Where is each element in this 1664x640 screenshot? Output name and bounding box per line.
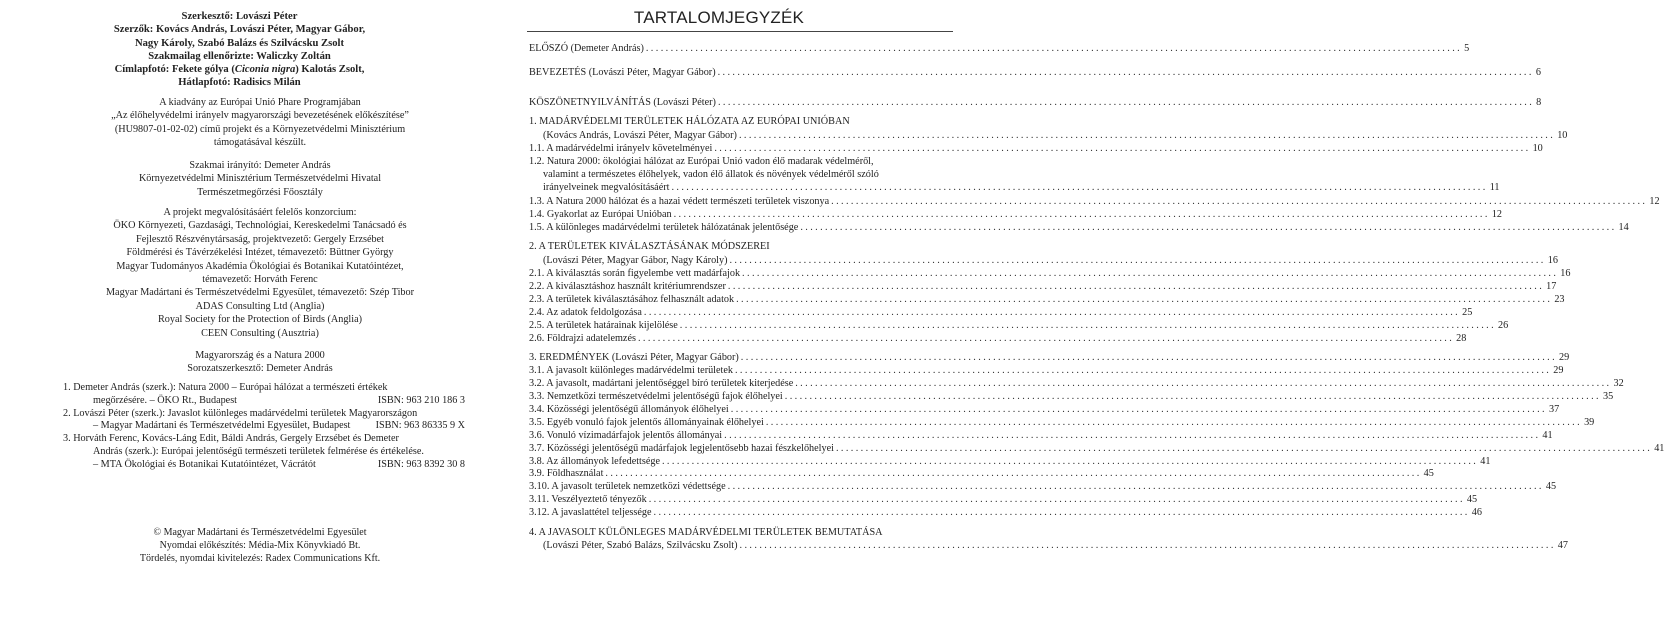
toc-entry-title: 3.12. A javaslattétel teljessége — [529, 507, 652, 518]
dot-leader — [740, 539, 1556, 552]
credit-reviewer: Szakmailag ellenőrizte: Waliczky Zoltán — [148, 50, 331, 62]
imprint-line: Nyomdai előkészítés: Média-Mix Könyvkiadó Bt. — [159, 539, 361, 551]
toc-entry-title: 3.10. A javasolt területek nemzetközi védettsége — [529, 481, 726, 492]
consortium-line: A projekt megvalósításáért felelős konzorcium: — [163, 207, 357, 218]
toc-entry[interactable] — [529, 142, 1543, 155]
toc-entry[interactable] — [529, 480, 1557, 493]
toc-entry-title: ELŐSZÓ (Demeter András) — [529, 43, 644, 54]
dot-leader — [742, 267, 1558, 280]
toc-entry[interactable] — [529, 403, 1560, 416]
toc-title: TARTALOMJEGYZÉK — [633, 8, 805, 27]
dot-leader — [654, 506, 1470, 519]
dot-leader — [766, 416, 1582, 429]
toc-entry-title: 3.7. Közösségi jelentőségű madárfajok legjelentősebb hazai fészkelőhelyei — [529, 443, 834, 454]
toc-entry[interactable] — [529, 293, 1565, 306]
toc-entry-title: 1.4. Gyakorlat az Európai Unióban — [529, 209, 672, 220]
consortium-line: Fejlesztő Részvénytársaság, projektvezető: Gergely Erzsébet — [136, 233, 384, 245]
isbn: ISBN: 963 8392 30 8 — [377, 458, 465, 470]
toc-page-number: 12 — [1491, 209, 1503, 220]
toc-entry[interactable] — [529, 129, 1568, 142]
series-line: – MTA Ökológiai és Botanikai Kutatóintézet, Vácrátót ISBN: 963 8392 30 8 — [93, 458, 465, 470]
toc-page-number: 8 — [1536, 97, 1542, 108]
toc-entry-title: 3.11. Veszélyeztető tényezők — [529, 494, 647, 505]
toc-entry-title: 3.2. A javasolt, madártani jelentőséggel bíró területek kiterjedése — [529, 378, 794, 389]
dot-leader — [800, 221, 1616, 234]
toc-page-number: 5 — [1464, 43, 1470, 54]
toc-page-number: 37 — [1548, 404, 1560, 415]
toc-entry[interactable] — [529, 416, 1595, 429]
dot-leader — [735, 364, 1551, 377]
dot-leader — [671, 181, 1487, 194]
dot-leader — [729, 254, 1545, 267]
funding-line: (HU9807-01-02-02) című projekt és a Környezetvédelmi Minisztérium — [114, 123, 406, 135]
toc-entry-title: 1.3. A Natura 2000 hálózat és a hazai védett természeti területek viszonya — [529, 196, 830, 207]
credits-block — [0, 10, 479, 90]
dot-leader — [680, 319, 1496, 332]
toc-entry[interactable] — [529, 240, 949, 253]
consortium-line: Földmérési és Távérzékelési Intézet, témavezető: Büttner György — [126, 247, 394, 259]
toc-entry[interactable] — [529, 429, 1553, 442]
toc-page-number: 25 — [1462, 307, 1473, 318]
dot-leader — [739, 129, 1555, 142]
toc-page-number: 28 — [1456, 333, 1467, 344]
toc-page-number: 47 — [1557, 540, 1568, 551]
toc-entry-title: 3.9. Földhasználat — [529, 468, 604, 479]
toc-page-number: 45 — [1466, 494, 1478, 505]
toc-entry-title: 2.1. A kiválasztás során figyelembe vett madárfajok — [529, 268, 741, 279]
dot-leader — [741, 351, 1557, 364]
toc-page-number: 41 — [1654, 443, 1664, 454]
imprint-block — [60, 527, 460, 565]
dot-leader — [714, 142, 1530, 155]
consortium-line: ÖKO Környezeti, Gazdasági, Technológiai, Kereskedelmi Tanácsadó és — [113, 220, 407, 232]
toc-entry-title: 1. MADÁRVÉDELMI TERÜLETEK HÁLÓZATA AZ EURÓPAI UNIÓBAN — [529, 116, 850, 127]
toc-entry[interactable] — [529, 493, 1478, 506]
toc-entry-title: valamint a természetes élőhelyek, vadon élő állatok és növények védelméről szóló — [543, 169, 879, 180]
toc-page-number: 29 — [1553, 365, 1564, 376]
toc-entry[interactable] — [529, 442, 1664, 455]
funding-line: „Az élőhelyvédelmi irányelv magyarországi bevezetésének előkészítése” — [111, 110, 409, 122]
toc-entry-title: 1.5. A különleges madárvédelmi területek hálózatának jelentősége — [529, 222, 799, 233]
toc-entry[interactable] — [529, 115, 949, 128]
toc-entry[interactable] — [529, 208, 1503, 221]
toc-entry[interactable] — [529, 280, 1557, 293]
toc-entry[interactable] — [529, 306, 1473, 319]
toc-entry[interactable] — [529, 364, 1564, 377]
toc-entry-title: KÖSZÖNETNYILVÁNÍTÁS (Lovászi Péter) — [529, 97, 716, 108]
consortium-line: Royal Society for the Protection of Birds (Anglia) — [158, 314, 362, 326]
isbn: ISBN: 963 210 186 3 — [377, 394, 465, 406]
dot-leader — [638, 332, 1454, 345]
toc-entry-title: 1.1. A madárvédelmi irányelv követelményei — [529, 143, 713, 154]
toc-entry-title: 2.2. A kiválasztáshoz használt kritériumrendszer — [529, 281, 726, 292]
toc-page-number: 17 — [1546, 281, 1557, 292]
toc-page-number: 32 — [1613, 378, 1624, 389]
toc-page-number: 10 — [1557, 130, 1568, 141]
toc-page-number: 41 — [1480, 456, 1491, 467]
dot-leader — [728, 280, 1544, 293]
toc-entry[interactable] — [529, 377, 1624, 390]
dot-leader — [674, 208, 1490, 221]
management-block — [60, 159, 460, 199]
toc-page-number: 16 — [1560, 268, 1571, 279]
toc-entry-title: irányelveinek megvalósításáért — [543, 182, 670, 193]
toc-page-number: 10 — [1532, 143, 1543, 154]
toc-entry-title: 3.1. A javasolt különleges madárvédelmi területek — [529, 365, 733, 376]
toc-entry[interactable] — [529, 267, 1571, 280]
dot-leader — [736, 293, 1552, 306]
copyright-line: © Magyar Madártani és Természetvédelmi Egyesület — [153, 527, 367, 538]
toc-page-number: 6 — [1535, 67, 1541, 78]
toc-entry-title: (Lovászi Péter, Szabó Balázs, Szilvácsku Zsolt) — [543, 540, 738, 551]
toc-entry[interactable] — [529, 42, 1470, 55]
toc-entry-title: 2.6. Földrajzi adatelemzés — [529, 333, 636, 344]
toc-page-number: 45 — [1545, 481, 1557, 492]
dot-leader — [836, 442, 1652, 455]
toc-page-number: 39 — [1584, 417, 1595, 428]
left-page — [0, 0, 479, 640]
dot-leader — [785, 390, 1601, 403]
toc-entry[interactable] — [529, 195, 1660, 208]
toc-entry[interactable] — [529, 254, 1558, 267]
series-editor: Sorozatszerkesztő: Demeter András — [187, 363, 333, 375]
dot-leader — [646, 42, 1462, 55]
management-line: Természetmegőrzési Főosztály — [197, 186, 323, 198]
funding-line: támogatásával készült. — [213, 137, 307, 149]
toc-entry-title: 1.2. Natura 2000: ökológiai hálózat az Európai Unió vadon élő madarak védelméről, — [529, 156, 874, 167]
consortium-line: Magyar Tudományos Akadémia Ökológiai és Botanikai Kutatóintézet, — [116, 260, 404, 272]
consortium-line: CEEN Consulting (Ausztria) — [201, 327, 319, 339]
dot-leader — [795, 377, 1611, 390]
series-heading — [60, 349, 460, 376]
dot-leader — [728, 480, 1544, 493]
management-line: Szakmai irányító: Demeter András — [189, 160, 331, 171]
series-line: András (szerk.): Európai jelentőségű természeti területek felmérése és értékelése. — [93, 445, 424, 457]
series-line: 3. Horváth Ferenc, Kovács-Láng Edit, Báldi András, Gergely Erzsébet és Demeter — [63, 433, 399, 445]
toc-page-number: 16 — [1547, 255, 1558, 266]
series-line: 1. Demeter András (szerk.): Natura 2000 – Európai hálózat a természeti értékek — [63, 382, 388, 393]
consortium-line: ADAS Consulting Ltd (Anglia) — [195, 300, 325, 312]
toc-entry[interactable] — [529, 319, 1509, 332]
toc-page-number: 12 — [1649, 196, 1660, 207]
toc-entry[interactable] — [529, 332, 1467, 345]
series-line: – Magyar Madártani és Természetvédelmi Egyesület, Budapest ISBN: 963 86335 9 X — [93, 420, 465, 432]
toc-entry-title: 2.5. A területek határainak kijelölése — [529, 320, 678, 331]
toc-page-number: 23 — [1554, 294, 1565, 305]
toc-page-number: 41 — [1542, 430, 1553, 441]
toc-entry[interactable] — [529, 467, 1434, 480]
toc-entry[interactable] — [529, 526, 949, 539]
series-line: megőrzésére. – ÖKO Rt., Budapest ISBN: 963 210 186 3 — [93, 394, 465, 406]
toc-entry[interactable] — [529, 66, 1541, 79]
consortium-line: Magyar Madártani és Természetvédelmi Egyesület, témavezető: Szép Tibor — [105, 287, 415, 299]
toc-entry-title: (Lovászi Péter, Magyar Gábor, Nagy Károly) — [543, 255, 728, 266]
credit-authors-2: Nagy Károly, Szabó Balázs és Szilvácsku Zsolt — [134, 37, 345, 49]
funding-block — [60, 96, 460, 150]
isbn: ISBN: 963 86335 9 X — [375, 420, 465, 432]
toc-entry-title: (Kovács András, Lovászi Péter, Magyar Gábor) — [543, 130, 737, 141]
toc-entry[interactable] — [529, 506, 1482, 519]
consortium-line: témavezető: Horváth Ferenc — [202, 274, 318, 286]
dot-leader — [644, 306, 1460, 319]
toc-entry[interactable] — [529, 96, 1542, 109]
dot-leader — [718, 96, 1534, 109]
credit-back-photo: Hátlapfotó: Radisics Milán — [178, 77, 301, 89]
toc-entry-title: 2.3. A területek kiválasztásához felhasznált adatok — [529, 294, 735, 305]
dot-leader — [605, 467, 1421, 480]
toc-entry[interactable] — [529, 155, 949, 168]
toc-page-number: 45 — [1423, 468, 1434, 479]
series-list — [63, 382, 465, 472]
toc-entry-title: 3.8. Az állományok lefedettsége — [529, 456, 660, 467]
toc-page-number: 46 — [1471, 507, 1482, 518]
toc-entry[interactable] — [529, 221, 1629, 234]
toc-entry[interactable] — [529, 351, 1570, 364]
toc-entry-title: 3.6. Vonuló vízimadárfajok jelentős állományai — [529, 430, 723, 441]
toc-page-number: 26 — [1498, 320, 1509, 331]
toc-entry[interactable] — [529, 168, 963, 181]
dot-leader — [724, 429, 1540, 442]
toc-entry-title: 3.3. Nemzetközi természetvédelmi jelentőségű fajok élőhelyei — [529, 391, 783, 402]
credit-authors-1: Szerzők: Kovács András, Lovászi Péter, Magyar Gábor, — [113, 24, 366, 36]
dot-leader — [649, 493, 1465, 506]
dot-leader — [731, 403, 1547, 416]
toc-entry[interactable] — [529, 390, 1614, 403]
toc-entry[interactable] — [529, 181, 1500, 194]
dot-leader — [831, 195, 1647, 208]
management-line: Környezetvédelmi Minisztérium Természetvédelmi Hivatal — [138, 173, 382, 185]
toc-entry-title: 2. A TERÜLETEK KIVÁLASZTÁSÁNAK MÓDSZEREI — [529, 241, 770, 252]
toc-entry-title: 2.4. Az adatok feldolgozása — [529, 307, 642, 318]
toc-entry-title: 4. A JAVASOLT KÜLÖNLEGES MADÁRVÉDELMI TERÜLETEK BEMUTATÁSA — [529, 527, 883, 538]
series-title: Magyarország és a Natura 2000 — [195, 350, 325, 361]
toc-entry-title: 3. EREDMÉNYEK (Lovászi Péter, Magyar Gábor) — [529, 352, 739, 363]
consortium-block — [60, 206, 460, 340]
credit-cover-photo: Címlapfotó: Fekete gólya (Ciconia nigra) Kalotás Zsolt, — [114, 64, 365, 76]
toc-entry[interactable] — [529, 539, 1568, 552]
toc-page-number: 35 — [1602, 391, 1614, 402]
toc-page-number: 29 — [1559, 352, 1570, 363]
toc-entry-title: 3.4. Közösségi jelentőségű állományok élőhelyei — [529, 404, 729, 415]
imprint-line: Tördelés, nyomdai kivitelezés: Radex Communications Kft. — [139, 552, 381, 564]
toc-page-number: 14 — [1618, 222, 1629, 233]
dot-leader — [718, 66, 1534, 79]
toc-entry-title: 3.5. Egyéb vonuló fajok jelentős állományainak élőhelyei — [529, 417, 764, 428]
funding-line: A kiadvány az Európai Unió Phare Programjában — [159, 97, 361, 108]
series-line: 2. Lovászi Péter (szerk.): Javaslot különleges madárvédelmi területek Magyarországon — [63, 407, 418, 419]
title-rule — [527, 31, 953, 32]
toc-entry-title: BEVEZETÉS (Lovászi Péter, Magyar Gábor) — [529, 67, 716, 78]
credit-editor: Szerkesztő: Lovászi Péter — [181, 11, 298, 22]
toc-page-number: 11 — [1489, 182, 1500, 193]
right-page — [479, 0, 1664, 640]
